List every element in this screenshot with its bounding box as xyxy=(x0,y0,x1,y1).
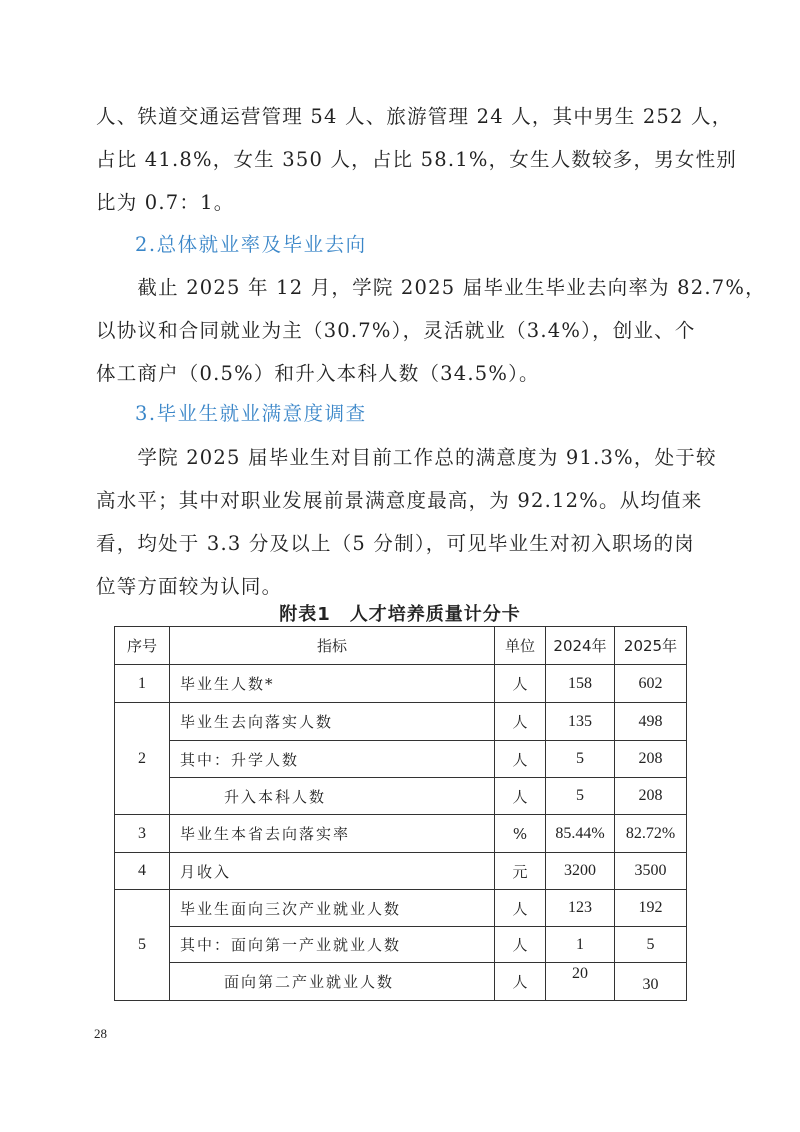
header-unit: 单位 xyxy=(495,627,546,665)
table-row xyxy=(115,665,687,703)
unit: 元 xyxy=(495,853,546,890)
row-no: 1 xyxy=(115,665,170,703)
table-header-row xyxy=(115,627,687,665)
header-2024: 2024年 xyxy=(546,627,615,665)
value-2025: 3500 xyxy=(615,853,687,890)
row-no: 3 xyxy=(115,815,170,853)
text-line: 截止 2025 年 12 月，学院 2025 届毕业生毕业去向率为 82.7%， xyxy=(96,276,766,299)
value-2024: 123 xyxy=(546,890,615,927)
row-no: 4 xyxy=(115,853,170,890)
unit: 人 xyxy=(495,703,546,741)
table-row xyxy=(115,853,687,890)
header-indicator: 指标 xyxy=(170,627,495,665)
section-3-paragraph xyxy=(96,436,716,608)
text-line: 比为 0.7：1。 xyxy=(96,191,235,214)
unit: 人 xyxy=(495,778,546,815)
value-2025: 498 xyxy=(615,703,687,741)
indicator: 其中：升学人数 xyxy=(170,741,495,778)
text-line: 体工商户（0.5%）和升入本科人数（34.5%）。 xyxy=(96,362,540,385)
text-line: 占比 41.8%，女生 350 人，占比 58.1%，女生人数较多，男女性别 xyxy=(96,148,738,171)
table-title: 附表1 人才培养质量计分卡 xyxy=(279,604,521,625)
value-2024: 135 xyxy=(546,703,615,741)
table-row xyxy=(115,741,687,778)
unit: 人 xyxy=(495,963,546,1001)
row-no: 5 xyxy=(115,890,170,1001)
section-2-heading: 2.总体就业率及毕业去向 xyxy=(135,233,367,256)
text-line: 高水平；其中对职业发展前景满意度最高，为 92.12%。从均值来 xyxy=(96,489,703,512)
value-2024: 158 xyxy=(546,665,615,703)
value-2025: 5 xyxy=(615,927,687,963)
table-row xyxy=(115,815,687,853)
indicator: 毕业生本省去向落实率 xyxy=(170,815,495,853)
value-2025: 602 xyxy=(615,665,687,703)
header-2025: 2025年 xyxy=(615,627,687,665)
text-line: 看，均处于 3.3 分及以上（5 分制），可见毕业生对初入职场的岗 xyxy=(96,532,695,555)
section-3-heading: 3.毕业生就业满意度调查 xyxy=(135,402,367,425)
indicator: 毕业生面向三次产业就业人数 xyxy=(170,890,495,927)
value-2024: 1 xyxy=(546,927,615,963)
value-2025: 82.72% xyxy=(615,815,687,853)
text-line: 位等方面较为认同。 xyxy=(96,575,283,598)
table-row xyxy=(115,927,687,963)
page-number: 28 xyxy=(94,1026,107,1041)
indicator: 月收入 xyxy=(170,853,495,890)
unit: 人 xyxy=(495,927,546,963)
header-no: 序号 xyxy=(115,627,170,665)
row-no: 2 xyxy=(115,703,170,815)
text-line: 学院 2025 届毕业生对目前工作总的满意度为 91.3%，处于较 xyxy=(96,446,717,469)
value-2024: 5 xyxy=(546,741,615,778)
unit: 人 xyxy=(495,890,546,927)
section-2-paragraph xyxy=(96,266,766,395)
value-2025: 30 xyxy=(615,963,687,1001)
table-row xyxy=(115,963,687,1001)
table-row xyxy=(115,778,687,815)
value-2024: 3200 xyxy=(546,853,615,890)
paragraph-1 xyxy=(96,95,738,224)
unit: % xyxy=(495,815,546,853)
scorecard-table xyxy=(114,626,687,1001)
indicator: 其中：面向第一产业就业人数 xyxy=(170,927,495,963)
indicator: 毕业生人数* xyxy=(170,665,495,703)
indicator: 面向第二产业就业人数 xyxy=(170,963,495,1001)
unit: 人 xyxy=(495,741,546,778)
table-row xyxy=(115,703,687,741)
indicator: 毕业生去向落实人数 xyxy=(170,703,495,741)
value-2024: 5 xyxy=(546,778,615,815)
indicator: 升入本科人数 xyxy=(170,778,495,815)
unit: 人 xyxy=(495,665,546,703)
value-2024: 20 xyxy=(546,963,615,1001)
value-2024: 85.44% xyxy=(546,815,615,853)
value-2025: 208 xyxy=(615,741,687,778)
table-row xyxy=(115,890,687,927)
text-line: 以协议和合同就业为主（30.7%），灵活就业（3.4%），创业、个 xyxy=(96,319,696,342)
value-2025: 192 xyxy=(615,890,687,927)
value-2025: 208 xyxy=(615,778,687,815)
text-line: 人、铁道交通运营管理 54 人、旅游管理 24 人，其中男生 252 人， xyxy=(96,105,733,128)
